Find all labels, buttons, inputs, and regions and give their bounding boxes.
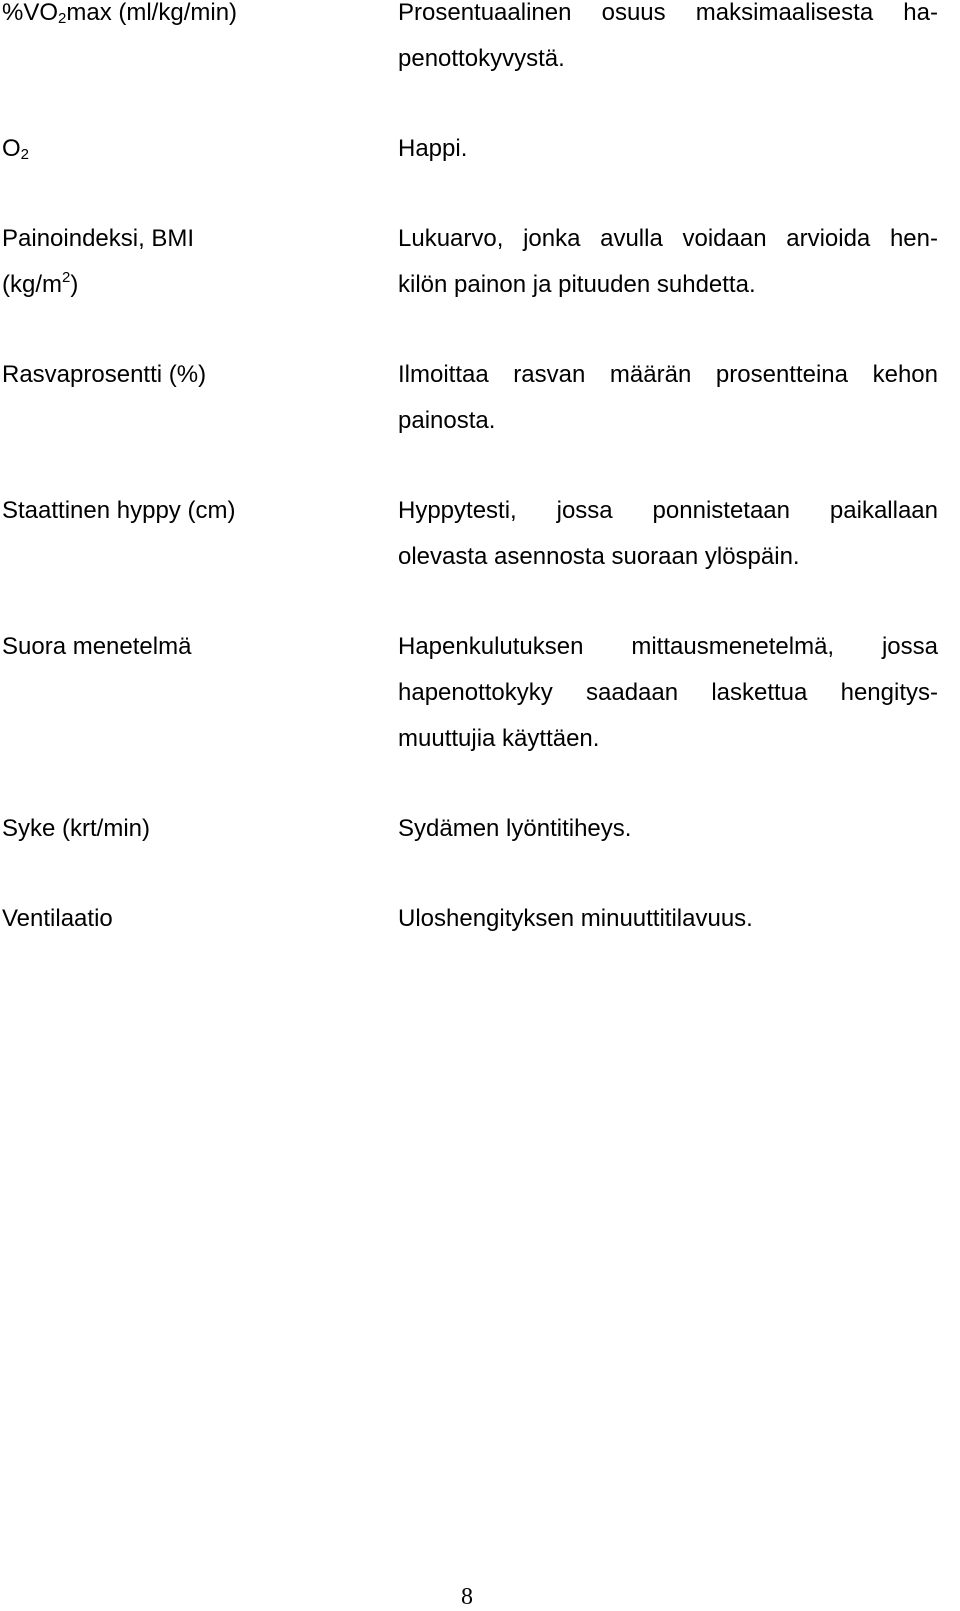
glossary-term: Staattinen hyppy (cm) — [2, 497, 236, 524]
definition-line: Uloshengityksen minuuttitilavuus. — [398, 905, 753, 932]
glossary-term: Ventilaatio — [2, 905, 113, 932]
glossary-term: Rasvaprosentti (%) — [2, 361, 207, 388]
glossary-term: $O_2$ — [2, 135, 30, 163]
glossary-definition — [398, 0, 938, 82]
definition-line: olevasta asennosta suoraan ylöspäin. — [398, 543, 800, 570]
definition-line: kilön painon ja pituuden suhdetta. — [398, 271, 756, 298]
glossary-term: Painoindeksi, BMI $(kg/m^2)$ — [2, 225, 195, 298]
definition-line: Prosentuaalinen osuus maksimaalisesta ha- — [398, 0, 938, 26]
glossary-definition — [398, 216, 938, 308]
glossary-term: Suora menetelmä — [2, 633, 192, 660]
definition-line: Hyppytesti, jossa ponnistetaan paikallaan — [398, 497, 938, 524]
page-number: 8 — [461, 1584, 473, 1610]
definition-line: Sydämen lyöntitiheys. — [398, 815, 632, 842]
definition-line: hapenottokyky saadaan laskettua hengitys- — [398, 679, 938, 706]
glossary-definition — [398, 806, 938, 852]
glossary-term: Syke (krt/min) — [2, 815, 151, 842]
definition-line: Happi. — [398, 135, 468, 162]
glossary-definition — [398, 126, 938, 172]
glossary-definition — [398, 352, 938, 444]
definition-line: penottokyvystä. — [398, 45, 565, 72]
definition-line: Ilmoittaa rasvan määrän prosentteina kehon — [398, 361, 938, 388]
glossary-definition — [398, 624, 938, 762]
definition-line: muuttujia käyttäen. — [398, 725, 600, 752]
glossary-definition — [398, 488, 938, 580]
definition-line: painosta. — [398, 407, 496, 434]
glossary-term: $\%VO_2\max$ (ml/kg/min) — [2, 0, 238, 27]
definition-line: Hapenkulutuksen mittausmenetelmä, jossa — [398, 633, 938, 660]
definition-line: Lukuarvo, jonka avulla voidaan arvioida hen- — [398, 225, 938, 252]
glossary-definition — [398, 896, 938, 942]
